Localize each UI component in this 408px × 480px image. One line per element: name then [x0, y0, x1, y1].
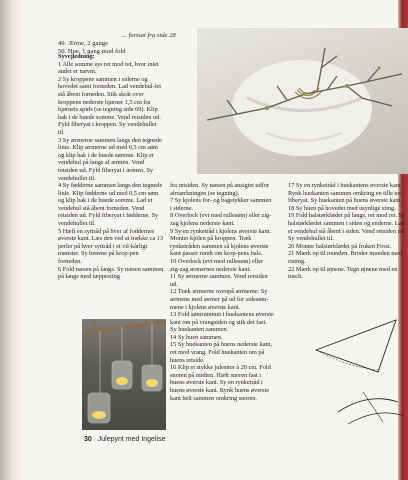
- instructions-column-2: [170, 182, 274, 402]
- part-line: 50. Hue, 1 gang mod fold: [58, 47, 126, 55]
- instruction-step: 20 Monter halstørklædet på fruken Frost.: [288, 242, 392, 250]
- candle-jars-photo: [82, 319, 166, 430]
- part-line: 49. Ærme, 2 gange: [58, 40, 108, 47]
- book-title: Julepynt med Ingelise: [97, 436, 166, 443]
- book-page: [22, 0, 406, 480]
- gift-photo: [197, 28, 408, 174]
- instruction-step: 18 Sy huen på hovedet med usynlige sting.: [288, 204, 396, 212]
- instructions-column-3: [288, 182, 406, 281]
- instruction-step: 11 Sy ærmerne sammen. Vend retsiden ud.: [170, 273, 268, 288]
- instruction-step: 4 Sy fødderne sammen langs den tegnede linie. Klip fødderne ud med 0,5 cm søm og klip hak i de buede somme. Lad et vendehul stå åbent forneden. Vend retsiden ud. Fyld fiberyat i fødderne. Sy vendehullet til.: [58, 182, 163, 228]
- instruction-step: 21 Mærk op til munden. Broder munden med risting.: [288, 250, 403, 265]
- instruction-step: 22 Mærk op til øjnene. Tegn øjnene med en tusch.: [288, 265, 398, 281]
- instruction-step: fra retsiden. Sy næsen på ansigtet udfor afmærkningen (se tegning).: [170, 182, 269, 197]
- instruction-step: 5 Hæft en syttråd på hver af foddernes øverste kant. Læs den ved at trække ca 13 perler på hver syttråd i et vil-kårligt mønster. Sy benene på krop-pen forneden.: [58, 227, 163, 266]
- instruction-step: 13 Fold sømrummet i huekantens øverste kant om på vrangsiden og stik det fast. Sy huekanten sammen.: [170, 311, 274, 334]
- page-footer: [84, 436, 165, 443]
- instruction-step: 8 Overlock (evt med rullesøm) eller zig-zag kjolens nederste kant.: [170, 212, 272, 227]
- instruction-step: 17 Sy en rynketråd i huekantens øverste kant. Rynk huekanten sammen omkring en tille tot fiberyat. Sy huekanten på huens øverste kant.: [288, 182, 403, 205]
- instruction-step: 2 Sy kroppene sammen i siderne og hovedet samt forneden. Lad vendehul-let stå åbent forneden. Stik skråt over kroppens nederste hjørner 1,5 cm fra hjørnets spids (se tegning side 69). Klip hak i de buede somme. Vend retsiden ud. Fyld fiberyat i kroppen. Sy vendehullet til.: [58, 75, 161, 136]
- instruction-step: 14 Sy huen sammen.: [170, 333, 223, 341]
- instruction-step: 16 Klip et stykke julesnor à 20 cm. Fold snoren på midten. Hæft snoren fast i huens øverste kant. Sy en rynketråd i huens øverste kant. Rynk huens øverste kant helt sammen omkring snoren.: [170, 364, 271, 402]
- instruction-step: 7 Sy kjolens for- og bagstykker sammen i siderne.: [170, 197, 272, 212]
- instruction-step: 15 Sy huekanten på huens nederste kant, ret mod vrang. Fold huekanten om på huens retside.: [170, 341, 272, 364]
- binding-shadow: [0, 0, 22, 480]
- instruction-step: 10 Overlock (evt med rullesøm) eller zig-zag ærmernes nederste kant.: [170, 257, 264, 273]
- instruction-step: 1 Alle somme sys ret mod ret, hvor intet andet er nævnt.: [58, 60, 159, 76]
- sewing-illustration: [308, 312, 408, 432]
- instruction-step: 19 Fold halstørklædet på langs, ret mod ret. Sy halstørklædet sammen i siden og enderne. Lad et vendehul stå åbent i siden. Vend retsiden ud. Sy vendehullet til.: [288, 212, 406, 243]
- instruction-step: 6 Fold næsen på langs. Sy næsen sammen på langs med tæppesting: [58, 265, 164, 281]
- instruction-step: 12 Træk ærmerne ovenpå ærmerne. Sy ærmene med ærmer på ud for sidesøm-mene i kjolens øverste kant.: [170, 288, 269, 311]
- continued-note: ... fortsat fra side 28: [122, 32, 176, 39]
- instruction-step: 9 Sy en rynketråd i kjolens øverste kant. Monter kjolen på kroppen. Træk rynketråden sammen så kjolens øverste kant passer rundt om krop-pens hals.: [170, 227, 271, 258]
- instructions-heading: Syvejledning:: [58, 53, 95, 60]
- instructions-column-1: [58, 53, 164, 281]
- page-number: 30: [84, 436, 92, 443]
- instruction-step: 3 Sy ærmerne sammen langs den tegnede linie. Klip ærmerne ud med 0,5 cm søm og klip hak i de buede sømme. Klip et vendehul på langs af ærmen. Vend retsiden ud. Fyld fiberyat i ærmen. Sy vendehullet til.: [58, 136, 162, 182]
